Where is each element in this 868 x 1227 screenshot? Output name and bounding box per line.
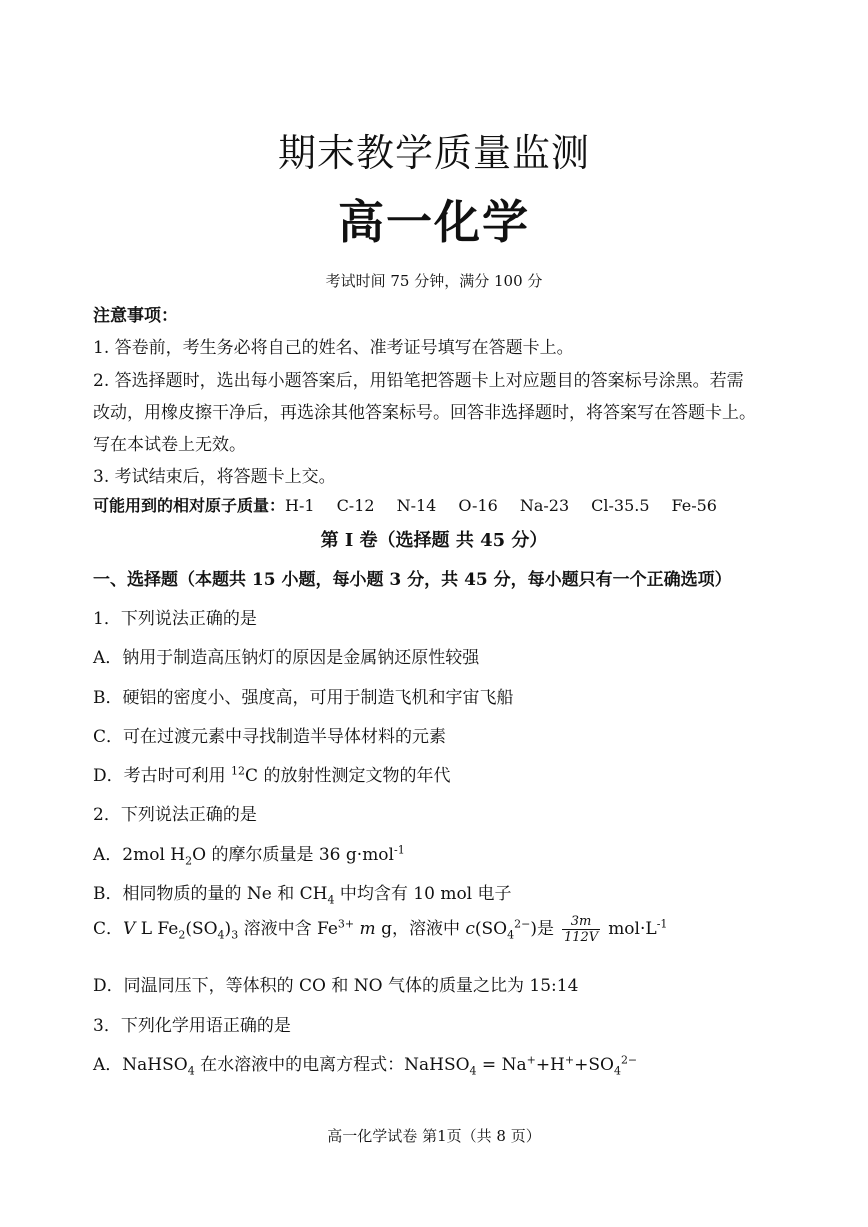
section-title: 第 I 卷（选择题 共 45 分）: [320, 530, 548, 551]
q2-option-a: A．2mol $H_2O$ 的摩尔质量是 36 g·mol$^{-1}$: [93, 843, 405, 868]
notice-heading: 注意事项：: [93, 306, 178, 326]
notice-item-1: 1. 答卷前，考生务必将自己的姓名、准考证号填写在答题卡上。: [93, 338, 574, 358]
q1-option-d: D．考古时可利用 $^{12}$C 的放射性测定文物的年代: [93, 764, 451, 786]
q1-option-c: C．可在过渡元素中寻找制造半导体材料的元素: [93, 727, 447, 747]
notice-item-3: 3. 考试结束后，将答题卡上交。: [93, 467, 336, 487]
exam-title: 期末教学质量监测: [277, 131, 590, 175]
atomic-mass-h: H-1: [285, 496, 315, 515]
part-heading: 一、选择题（本题共 15 小题，每小题 3 分，共 45 分，每小题只有一个正确选项）: [93, 570, 732, 590]
q3-option-a: A．NaHSO$_4$ 在水溶液中的电离方程式：NaHSO$_4$ = $Na^++H^++SO_4^{2-}$: [93, 1053, 638, 1078]
atomic-mass-c: C-12: [336, 496, 375, 515]
atomic-mass-o: O-16: [458, 496, 498, 515]
atomic-masses: [93, 493, 717, 516]
atomic-mass-n: N-14: [396, 496, 437, 515]
q1-option-a: A．钠用于制造高压钠灯的原因是金属钠还原性较强: [93, 648, 480, 668]
subject-title: 高一化学: [338, 195, 530, 249]
exam-info: 考试时间 75 分钟，满分 100 分: [325, 272, 543, 290]
atomic-masses-label: 可能用到的相对原子质量：: [93, 496, 286, 515]
notice-item-2-line-3: 写在本试卷上无效。: [93, 435, 246, 455]
page-footer: 高一化学试卷 第1页（共 8 页）: [327, 1127, 541, 1145]
q2-fraction: $\frac{3m}{112V}$: [563, 914, 599, 945]
q1-option-b: B．硬铝的密度小、强度高，可用于制造飞机和宇宙飞船: [93, 688, 514, 708]
q2-option-d: D．同温同压下，等体积的 CO 和 NO 气体的质量之比为 15:14: [93, 976, 579, 996]
notice-item-2-line-1: 2. 答选择题时，选出每小题答案后，用铅笔把答题卡上对应题目的答案标号涂黑。若需: [93, 371, 744, 391]
atomic-mass-fe: Fe-56: [671, 496, 717, 515]
q2-option-b: B．相同物质的量的 Ne 和 $CH_4$ 中均含有 10 mol 电子: [93, 884, 512, 907]
q2-option-c: C．V L $Fe_2(SO_4)_3$ 溶液中含 $Fe^{3+}$ m g，溶液中 $c(SO_4^{2-})$是 $\frac{3m}{112V}$ $mol\cdot L^{-1}$: [93, 914, 668, 945]
q3-stem: 3．下列化学用语正确的是: [93, 1016, 291, 1036]
notice-item-2-line-2: 改动，用橡皮擦干净后，再选涂其他答案标号。回答非选择题时，将答案写在答题卡上。: [93, 403, 756, 423]
q1-stem: 1．下列说法正确的是: [93, 609, 257, 629]
atomic-mass-na: Na-23: [519, 496, 570, 515]
q2-stem: 2．下列说法正确的是: [93, 805, 257, 825]
atomic-mass-cl: Cl-35.5: [591, 496, 650, 515]
